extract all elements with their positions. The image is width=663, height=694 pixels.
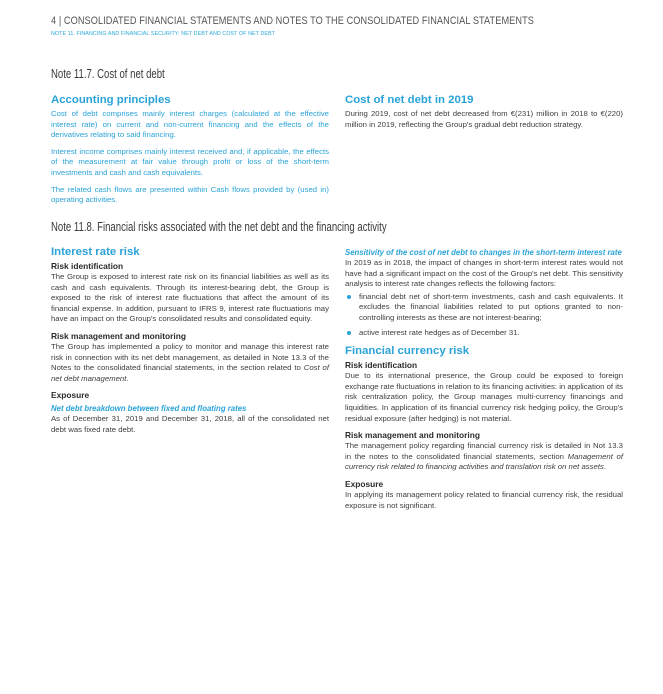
accounting-principles-p3: The related cash flows are presented within Cash flows provided by (used in) operating activities. [51,184,329,205]
currency-risk-identification-heading: Risk identification [345,360,418,371]
sensitivity-heading: Sensitivity of the cost of net debt to changes in the short-term interest rate [345,248,622,257]
risk-identification-heading: Risk identification [51,261,124,271]
accounting-principles-p2: Interest income comprises mainly interest received and, if applicable, the effects of the measurement at fair value through profit or loss of the short-term investments and cash and cash equivalents. [51,146,329,177]
risk-management-heading: Risk management and monitoring [51,330,186,341]
running-header-subtitle: NOTE 11. FINANCING AND FINANCIAL SECURITY: NET DEBT AND COST OF NET DEBT [51,31,276,37]
accounting-principles-p1: Cost of debt comprises mainly interest charges (calculated at the effective interest rate) on current and non-current financing and the effects of the derivatives relating to said financing. [51,109,329,140]
cost-2019-text: During 2019, cost of net debt decreased from €(231) million in 2018 to €(220) million in 2019, reflecting the Group's gradual debt reduction strategy. [345,109,623,129]
net-debt-breakdown-text: As of December 31, 2019 and December 31, 2018, all of the consolidated net debt was fixed rate debt. [51,414,329,434]
currency-exposure-heading: Exposure [345,478,384,489]
interest-rate-risk-section [51,246,329,436]
running-header-title: 4 | CONSOLIDATED FINANCIAL STATEMENTS AND NOTES TO THE CONSOLIDATED FINANCIAL STATEMENTS [51,15,534,27]
bullet-icon [347,295,351,299]
sensitivity-text: In 2019 as in 2018, the impact of changes in short-term interest rates would not have had a significant impact on the cost of the Group's net debt. This sensitivity analysis to interest rate changes reflects the following factors: [345,258,623,289]
list-item: financial debt net of short-term investments, cash and cash equivalents. It excludes the financial liabilities related to put options granted to non-controlling interests as these are not interest-bearing; [345,292,623,324]
currency-risk-management-heading: Risk management and monitoring [345,430,480,441]
currency-exposure-text: In applying its management policy related to financial currency risk, the residual exposure is not significant. [345,489,623,510]
note-11-7-title: Note 11.7. Cost of net debt [51,66,165,81]
accounting-principles-section [51,94,329,206]
cost-of-net-debt-2019-section [345,94,623,130]
risk-identification-text: The Group is exposed to interest rate risk on its financial liabilities as well as its cash and cash equivalents. Through its interest-bearing debt, the Group is exposed to the risk of interest rate fluctuations that affect the amount of its financial expense. In addition, pursuant to IFRS 9, interest rate fluctuations may have an impact on the Group's consolidated results and consolidated equity. [51,272,329,324]
currency-risk-management-text: The management policy regarding financial currency risk is detailed in Not 13.3 in the notes to the consolidated financial statements, section Management of currency risk related to financing activities and translation risk on net assets. [345,441,623,472]
risk-management-text: The Group has implemented a policy to monitor and manage this interest rate risk in connection with its net debt management, as detailed in Note 13.3 of the Notes to the consolidated financial statements, in the section related to Cost of net debt management. [51,341,329,383]
bullet-icon [347,331,351,335]
financial-currency-risk-heading: Financial currency risk [345,345,470,358]
accounting-principles-heading: Accounting principles [51,94,171,106]
sensitivity-and-currency-section [345,248,623,511]
interest-rate-risk-heading: Interest rate risk [51,246,140,258]
cost-2019-heading: Cost of net debt in 2019 [345,94,474,106]
net-debt-breakdown-heading: Net debt breakdown between fixed and floating rates [51,404,247,414]
currency-risk-identification-text: Due to its international presence, the Group could be exposed to foreign exchange rate fluctuations in relation to its financing activities: in application of its risk centralization policy, the Group manages multi-currency financings and liquidities. In application of its financial currency risk hedging policy, the Group's residual exposure (after hedging) is not material. [345,371,623,423]
list-item: active interest rate hedges as of December 31. [345,328,623,339]
exposure-heading: Exposure [51,390,90,401]
note-11-8-title: Note 11.8. Financial risks associated with the net debt and the financing activity [51,219,387,234]
sensitivity-factor-list [345,292,623,338]
